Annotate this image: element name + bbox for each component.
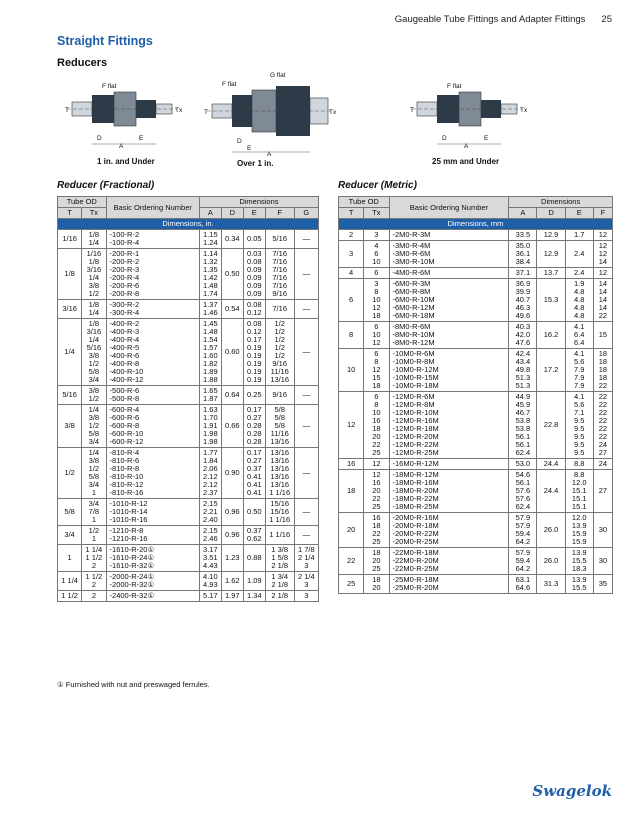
cell-num: -20M0-R-16M -20M0-R-18M -20M0-R-22M -20M0-R-25M xyxy=(389,513,509,548)
table-row xyxy=(339,279,613,322)
diagram1-caption: 1 in. and Under xyxy=(97,157,155,166)
cell-a: 54.6 56.1 57.6 57.6 62.4 xyxy=(509,470,537,513)
cell-d: 1.97 xyxy=(221,591,243,602)
cell-num: -6M0-R-3M -6M0-R-8M -6M0-R-10M -6M0-R-12M -6M0-R-18M xyxy=(389,279,509,322)
cell-f: 22 22 22 22 22 22 24 27 xyxy=(593,392,612,459)
cell-e: 0.08 0.12 xyxy=(243,300,265,319)
cell-e: 4.1 5.6 7.9 7.9 7.9 xyxy=(565,349,593,392)
cell-d: 0.54 xyxy=(221,300,243,319)
page-number: 25 xyxy=(601,14,612,25)
cell-g: 3 xyxy=(294,591,318,602)
cell-a: 35.0 36.1 38.4 xyxy=(509,241,537,268)
cell-f: 30 xyxy=(593,513,612,548)
cell-f: 12 xyxy=(593,230,612,241)
diagram2-g-flat: G flat xyxy=(270,72,286,79)
cell-tx: 3/8 1/2 xyxy=(82,386,106,405)
cell-tx: 1/16 1/8 3/16 1/4 3/8 1/2 xyxy=(82,249,106,300)
cell-d: 12.9 xyxy=(537,230,565,241)
metric-table-title: Reducer (Metric) xyxy=(338,180,417,191)
cell-d: 0.66 xyxy=(221,405,243,448)
cell-t: 3/4 xyxy=(58,526,82,545)
cell-t: 3 xyxy=(339,241,364,268)
cell-tx: 3 8 10 12 18 xyxy=(364,279,389,322)
table-row xyxy=(58,591,319,602)
diagram2-tx: Tx xyxy=(329,109,337,116)
cell-e: 0.08 0.12 0.17 0.19 0.19 0.19 0.19 0.19 xyxy=(243,319,265,386)
diagram1-e: E xyxy=(139,135,144,142)
cell-d: 0.60 xyxy=(221,319,243,386)
cell-f: 1 3/8 1 5/8 2 1/8 xyxy=(265,545,294,572)
table-row xyxy=(58,526,319,545)
cell-num: -2400-R-32① xyxy=(106,591,199,602)
col-e: E xyxy=(243,208,265,219)
cell-num: -1210-R-8 -1210-R-16 xyxy=(106,526,199,545)
cell-num: -16M0-R-12M xyxy=(389,459,509,470)
cell-num: -400-R-2 -400-R-3 -400-R-4 -400-R-5 -400-R-6 -400-R-8 -400-R-10 -400-R-12 xyxy=(106,319,199,386)
diagram3-t: T xyxy=(410,107,414,114)
cell-tx: 3/4 7/8 1 xyxy=(82,499,106,526)
tube-od-header: Tube OD xyxy=(339,197,390,208)
table-row xyxy=(58,545,319,572)
cell-t: 1/8 xyxy=(58,249,82,300)
cell-e: 0.25 xyxy=(243,386,265,405)
cell-d: 0.64 xyxy=(221,386,243,405)
cell-g: 1 7/8 2 1/4 3 xyxy=(294,545,318,572)
cell-f: 1 3/4 2 1/8 xyxy=(265,572,294,591)
col-t: T xyxy=(339,208,364,219)
dimension-units-row: Dimensions, mm xyxy=(339,219,613,230)
col-a: A xyxy=(509,208,537,219)
section-title: Straight Fittings xyxy=(57,34,153,48)
cell-a: 42.4 43.4 49.8 51.3 51.3 xyxy=(509,349,537,392)
cell-t: 10 xyxy=(339,349,364,392)
cell-d: 1.23 xyxy=(221,545,243,572)
cell-g: — xyxy=(294,405,318,448)
diagram1-d: D xyxy=(97,135,102,142)
footnote: ① Furnished with nut and preswaged ferrules. xyxy=(57,680,210,689)
cell-tx: 1 1/4 1 1/2 2 xyxy=(82,545,106,572)
cell-e: 0.17 0.27 0.28 0.28 0.28 xyxy=(243,405,265,448)
cell-d: 13.7 xyxy=(537,268,565,279)
cell-d: 24.4 xyxy=(537,470,565,513)
cell-g: — xyxy=(294,230,318,249)
cell-num: -810-R-4 -810-R-6 -810-R-8 -810-R-10 -810-R-12 -810-R-16 xyxy=(106,448,199,499)
reducer-diagrams-svg xyxy=(57,68,613,172)
cell-num: -200-R-1 -200-R-2 -200-R-3 -200-R-4 -200-R-6 -200-R-8 xyxy=(106,249,199,300)
tube-od-header: Tube OD xyxy=(58,197,107,208)
table-row xyxy=(339,322,613,349)
cell-t: 1/4 xyxy=(58,319,82,386)
diagram2-d: D xyxy=(237,138,242,145)
table-row xyxy=(339,392,613,459)
cell-t: 20 xyxy=(339,513,364,548)
cell-f: 14 14 14 14 22 xyxy=(593,279,612,322)
cell-tx: 12 16 20 22 25 xyxy=(364,470,389,513)
cell-g: — xyxy=(294,300,318,319)
ordering-number-header: Basic Ordering Number xyxy=(389,197,509,219)
cell-f: 18 18 18 18 22 xyxy=(593,349,612,392)
cell-t: 25 xyxy=(339,575,364,594)
table-row xyxy=(58,319,319,386)
cell-t: 22 xyxy=(339,548,364,575)
table-row xyxy=(339,349,613,392)
cell-t: 6 xyxy=(339,279,364,322)
cell-d: 12.9 xyxy=(537,241,565,268)
cell-e: 1.9 4.8 4.8 4.8 4.8 xyxy=(565,279,593,322)
cell-a: 1.77 1.84 2.06 2.12 2.12 2.37 xyxy=(199,448,221,499)
cell-t: 8 xyxy=(339,322,364,349)
table-row xyxy=(339,241,613,268)
cell-t: 3/16 xyxy=(58,300,82,319)
cell-e: 2.4 xyxy=(565,268,593,279)
cell-a: 5.17 xyxy=(199,591,221,602)
cell-tx: 6 10 12 xyxy=(364,322,389,349)
diagram3-e: E xyxy=(484,135,489,142)
cell-a: 44.9 45.9 46.7 53.8 53.8 56.1 56.1 62.4 xyxy=(509,392,537,459)
ordering-number-header: Basic Ordering Number xyxy=(106,197,199,219)
cell-d: 31.3 xyxy=(537,575,565,594)
cell-a: 1.65 1.87 xyxy=(199,386,221,405)
table-row xyxy=(58,405,319,448)
cell-tx: 6 8 12 15 18 xyxy=(364,349,389,392)
cell-tx: 18 20 xyxy=(364,575,389,594)
cell-t: 16 xyxy=(339,459,364,470)
fitting-diagrams xyxy=(57,68,613,172)
col-t: T xyxy=(58,208,82,219)
table-row xyxy=(58,448,319,499)
cell-f: 27 xyxy=(593,470,612,513)
cell-f: 13/16 13/16 13/16 13/16 13/16 1 1/16 xyxy=(265,448,294,499)
table-row xyxy=(339,513,613,548)
diagram2-t: T xyxy=(204,109,208,116)
cell-num: -8M0-R-6M -8M0-R-10M -8M0-R-12M xyxy=(389,322,509,349)
cell-tx: 1/8 3/16 1/4 5/16 3/8 1/2 5/8 3/4 xyxy=(82,319,106,386)
col-d: D xyxy=(537,208,565,219)
swagelok-logo: Swagelok xyxy=(532,782,612,800)
cell-a: 1.63 1.70 1.91 1.98 1.98 xyxy=(199,405,221,448)
cell-t: 1 1/4 xyxy=(58,572,82,591)
table-row xyxy=(339,575,613,594)
cell-t: 1/2 xyxy=(58,448,82,499)
table-row xyxy=(58,572,319,591)
cell-g: — xyxy=(294,499,318,526)
cell-d: 16.2 xyxy=(537,322,565,349)
cell-d: 0.50 xyxy=(221,249,243,300)
cell-num: -100-R-2 -100-R-4 xyxy=(106,230,199,249)
col-f: F xyxy=(593,208,612,219)
cell-t: 12 xyxy=(339,392,364,459)
cell-num: -2M0-R-3M xyxy=(389,230,509,241)
cell-e: 13.9 15.5 xyxy=(565,575,593,594)
cell-e: 0.50 xyxy=(243,499,265,526)
cell-num: -500-R-6 -500-R-8 xyxy=(106,386,199,405)
cell-num: -10M0-R-6M -10M0-R-8M -10M0-R-12M -10M0-R-15M -10M0-R-18M xyxy=(389,349,509,392)
cell-num: -22M0-R-18M -22M0-R-20M -22M0-R-25M xyxy=(389,548,509,575)
cell-e: 0.05 xyxy=(243,230,265,249)
cell-f: 1 1/16 xyxy=(265,526,294,545)
cell-a: 1.15 1.24 xyxy=(199,230,221,249)
cell-num: -3M0-R-4M -3M0-R-6M -3M0-R-10M xyxy=(389,241,509,268)
cell-f: 15/16 15/16 1 1/16 xyxy=(265,499,294,526)
diagram-25mm-and-under xyxy=(410,83,528,166)
cell-a: 2.15 2.46 xyxy=(199,526,221,545)
cell-e: 0.17 0.27 0.37 0.41 0.41 0.41 xyxy=(243,448,265,499)
table-row xyxy=(58,230,319,249)
cell-a: 1.14 1.32 1.35 1.42 1.48 1.74 xyxy=(199,249,221,300)
cell-e: 2.4 xyxy=(565,241,593,268)
diagram1-f-flat: F flat xyxy=(102,83,117,90)
cell-d: 17.2 xyxy=(537,349,565,392)
cell-tx: 6 8 10 16 18 20 22 25 xyxy=(364,392,389,459)
cell-d: 0.90 xyxy=(221,448,243,499)
cell-a: 57.9 57.9 59.4 64.2 xyxy=(509,513,537,548)
diagram1-a: A xyxy=(119,143,124,150)
table-row xyxy=(58,499,319,526)
diagram1-t: T xyxy=(65,107,69,114)
cell-a: 36.9 39.9 40.7 46.3 49.6 xyxy=(509,279,537,322)
cell-a: 2.15 2.21 2.40 xyxy=(199,499,221,526)
diagram3-tx: Tx xyxy=(520,107,528,114)
cell-e: 1.09 xyxy=(243,572,265,591)
cell-num: -25M0-R-18M -25M0-R-20M xyxy=(389,575,509,594)
cell-tx: 4 6 10 xyxy=(364,241,389,268)
cell-a: 53.0 xyxy=(509,459,537,470)
cell-d: 0.34 xyxy=(221,230,243,249)
cell-tx: 1/2 1 xyxy=(82,526,106,545)
fractional-table-title: Reducer (Fractional) xyxy=(57,180,155,191)
cell-num: -1010-R-12 -1010-R-14 -1010-R-16 xyxy=(106,499,199,526)
cell-f: 30 xyxy=(593,548,612,575)
cell-g: — xyxy=(294,526,318,545)
diagram2-a: A xyxy=(267,151,272,158)
col-f: F xyxy=(265,208,294,219)
diagram-over-1-in xyxy=(204,72,337,168)
cell-e: 8.8 xyxy=(565,459,593,470)
cell-e: 13.9 15.5 18.3 xyxy=(565,548,593,575)
cell-num: -4M0-R-6M xyxy=(389,268,509,279)
table-row xyxy=(339,459,613,470)
cell-e: 12.0 13.9 15.9 15.9 xyxy=(565,513,593,548)
cell-num: -2000-R-24① -2000-R-32① xyxy=(106,572,199,591)
col-tx: Tx xyxy=(364,208,389,219)
diagram3-f-flat: F flat xyxy=(447,83,462,90)
cell-t: 1/16 xyxy=(58,230,82,249)
cell-t: 3/8 xyxy=(58,405,82,448)
cell-a: 37.1 xyxy=(509,268,537,279)
cell-f: 2 1/8 xyxy=(265,591,294,602)
cell-f: 1/2 1/2 1/2 1/2 1/2 9/16 11/16 13/16 xyxy=(265,319,294,386)
cell-t: 2 xyxy=(339,230,364,241)
cell-f: 35 xyxy=(593,575,612,594)
metric-reducer-table xyxy=(338,196,613,594)
col-g: G xyxy=(294,208,318,219)
cell-tx: 12 xyxy=(364,459,389,470)
cell-t: 1 1/2 xyxy=(58,591,82,602)
cell-tx: 1 1/2 2 xyxy=(82,572,106,591)
diagram2-caption: Over 1 in. xyxy=(237,159,274,168)
table-row xyxy=(58,386,319,405)
cell-e: 1.34 xyxy=(243,591,265,602)
cell-t: 4 xyxy=(339,268,364,279)
diagram2-f-flat: F flat xyxy=(222,81,237,88)
cell-e: 4.1 6.4 6.4 xyxy=(565,322,593,349)
cell-t: 5/16 xyxy=(58,386,82,405)
dimensions-header: Dimensions xyxy=(509,197,613,208)
diagram1-tx: Tx xyxy=(175,107,183,114)
col-a: A xyxy=(199,208,221,219)
cell-num: -1610-R-20① -1610-R-24① -1610-R-32① xyxy=(106,545,199,572)
table-row xyxy=(58,300,319,319)
cell-g: — xyxy=(294,448,318,499)
fractional-reducer-table xyxy=(57,196,319,602)
col-tx: Tx xyxy=(82,208,106,219)
cell-d: 26.0 xyxy=(537,513,565,548)
table-row xyxy=(339,548,613,575)
cell-d: 26.0 xyxy=(537,548,565,575)
cell-f: 9/16 xyxy=(265,386,294,405)
cell-d: 1.62 xyxy=(221,572,243,591)
cell-g: — xyxy=(294,249,318,300)
cell-d: 0.96 xyxy=(221,499,243,526)
cell-d: 24.4 xyxy=(537,459,565,470)
table-row xyxy=(58,249,319,300)
dimensions-header: Dimensions xyxy=(199,197,318,208)
table-row xyxy=(339,230,613,241)
subsection-title: Reducers xyxy=(57,57,108,69)
cell-tx: 1/8 1/4 xyxy=(82,230,106,249)
cell-a: 57.9 59.4 64.2 xyxy=(509,548,537,575)
cell-tx: 1/4 3/8 1/2 5/8 3/4 xyxy=(82,405,106,448)
cell-e: 0.37 0.62 xyxy=(243,526,265,545)
cell-a: 3.17 3.51 4.43 xyxy=(199,545,221,572)
cell-g: — xyxy=(294,386,318,405)
cell-e: 8.8 12.0 15.1 15.1 15.1 xyxy=(565,470,593,513)
cell-a: 4.10 4.93 xyxy=(199,572,221,591)
cell-e: 0.88 xyxy=(243,545,265,572)
table-row xyxy=(339,470,613,513)
dimension-units-row: Dimensions, in. xyxy=(58,219,319,230)
diagram3-a: A xyxy=(464,143,469,150)
cell-e: 1.7 xyxy=(565,230,593,241)
cell-num: -600-R-4 -600-R-6 -600-R-8 -600-R-10 -600-R-12 xyxy=(106,405,199,448)
col-d: D xyxy=(221,208,243,219)
cell-a: 63.1 64.6 xyxy=(509,575,537,594)
diagram-1-in-and-under xyxy=(65,83,183,166)
cell-t: 1 xyxy=(58,545,82,572)
cell-f: 12 12 14 xyxy=(593,241,612,268)
cell-a: 1.37 1.46 xyxy=(199,300,221,319)
cell-d: 15.3 xyxy=(537,279,565,322)
fractional-table-body xyxy=(58,230,319,602)
cell-g: — xyxy=(294,319,318,386)
cell-f: 15 xyxy=(593,322,612,349)
cell-e: 0.03 0.08 0.09 0.09 0.09 0.09 xyxy=(243,249,265,300)
cell-a: 1.45 1.48 1.54 1.57 1.60 1.82 1.89 1.88 xyxy=(199,319,221,386)
page-header xyxy=(395,14,612,25)
diagram3-d: D xyxy=(442,135,447,142)
cell-a: 33.5 xyxy=(509,230,537,241)
metric-table-body xyxy=(339,230,613,594)
cell-f: 7/16 xyxy=(265,300,294,319)
cell-num: -18M0-R-12M -18M0-R-16M -18M0-R-20M -18M0-R-22M -18M0-R-25M xyxy=(389,470,509,513)
cell-a: 40.3 42.0 47.6 xyxy=(509,322,537,349)
cell-tx: 6 xyxy=(364,268,389,279)
cell-tx: 1/8 1/4 xyxy=(82,300,106,319)
cell-tx: 18 20 25 xyxy=(364,548,389,575)
col-e: E xyxy=(565,208,593,219)
cell-tx: 1/4 3/8 1/2 5/8 3/4 1 xyxy=(82,448,106,499)
cell-tx: 2 xyxy=(82,591,106,602)
cell-f: 7/16 7/16 7/16 7/16 7/16 9/16 xyxy=(265,249,294,300)
cell-t: 5/8 xyxy=(58,499,82,526)
header-text: Gaugeable Tube Fittings and Adapter Fittings xyxy=(394,14,586,25)
cell-num: -12M0-R-6M -12M0-R-8M -12M0-R-10M -12M0-R-16M -12M0-R-18M -12M0-R-20M -12M0-R-22M -12M0-R-25M xyxy=(389,392,509,459)
cell-e: 4.1 5.6 7.1 9.5 9.5 9.5 9.5 9.5 xyxy=(565,392,593,459)
diagram3-caption: 25 mm and Under xyxy=(432,157,500,166)
cell-tx: 3 xyxy=(364,230,389,241)
cell-f: 24 xyxy=(593,459,612,470)
diagram2-e: E xyxy=(247,145,252,152)
cell-f: 5/8 5/8 5/8 11/16 13/16 xyxy=(265,405,294,448)
cell-g: 2 1/4 3 xyxy=(294,572,318,591)
cell-f: 5/16 xyxy=(265,230,294,249)
cell-f: 12 xyxy=(593,268,612,279)
cell-d: 0.96 xyxy=(221,526,243,545)
cell-tx: 16 18 22 25 xyxy=(364,513,389,548)
cell-num: -300-R-2 -300-R-4 xyxy=(106,300,199,319)
table-row xyxy=(339,268,613,279)
cell-t: 18 xyxy=(339,470,364,513)
cell-d: 22.8 xyxy=(537,392,565,459)
